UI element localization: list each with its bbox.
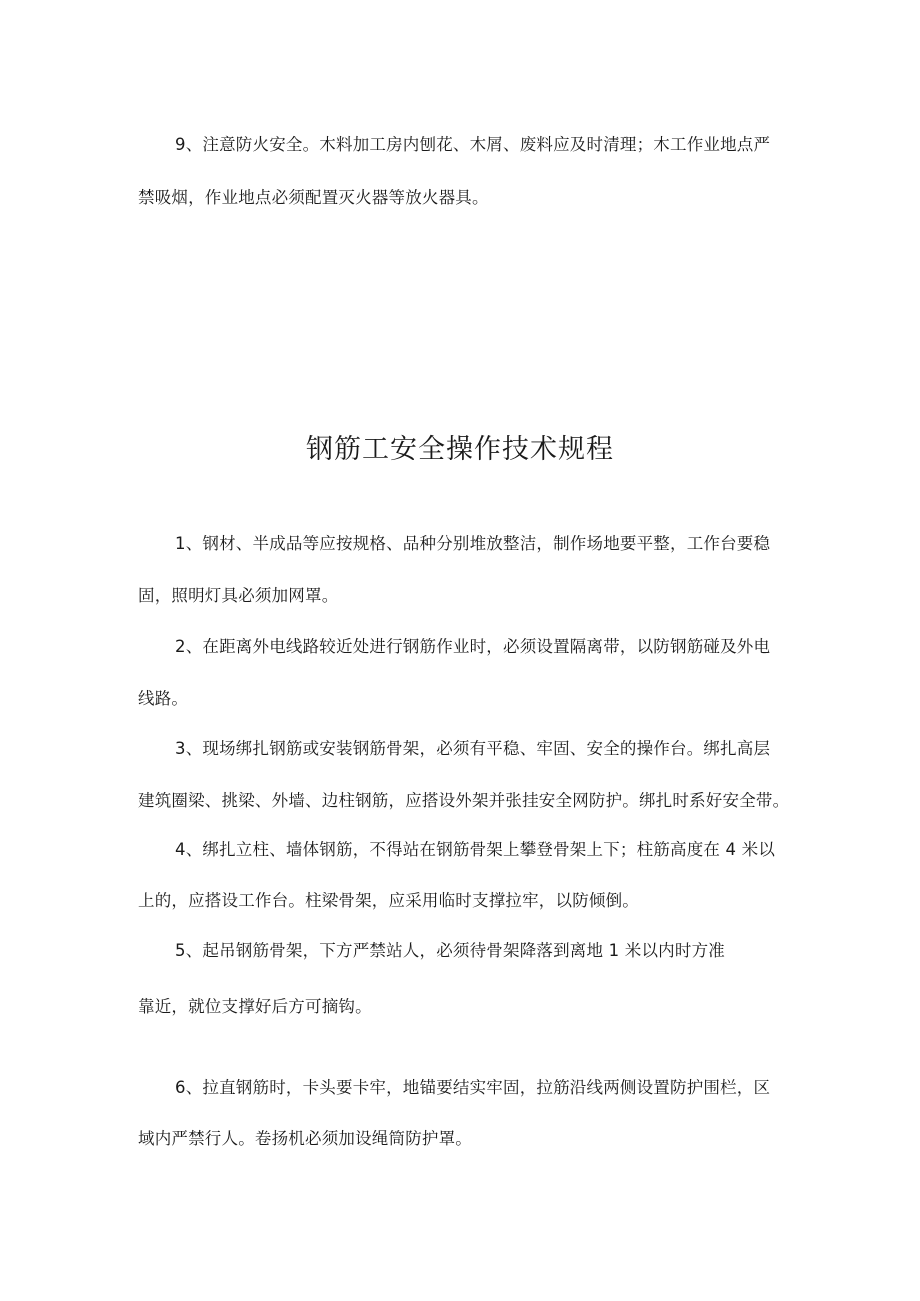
item-1-line-1: 1、钢材、半成品等应按规格、品种分别堆放整洁，制作场地要平整，工作台要稳 [175, 534, 771, 553]
item-3-line-1: 3、现场绑扎钢筋或安装钢筋骨架，必须有平稳、牢固、安全的操作台。绑扎高层 [175, 739, 771, 758]
item-2-line-1: 2、在距离外电线路较近处进行钢筋作业时，必须设置隔离带，以防钢筋碰及外电 [175, 637, 771, 656]
item-9-line-2: 禁吸烟，作业地点必须配置灭火器等放火器具。 [138, 188, 489, 207]
item-5-line-2: 靠近，就位支撑好后方可摘钩。 [138, 997, 372, 1016]
item-4-line-1: 4、绑扎立柱、墙体钢筋，不得站在钢筋骨架上攀登骨架上下；柱筋高度在 4 米以 [175, 840, 776, 859]
item-6-line-2: 域内严禁行人。卷扬机必须加设绳筒防护罩。 [138, 1129, 472, 1148]
item-3-line-2: 建筑圈梁、挑梁、外墙、边柱钢筋，应搭设外架并张挂安全网防护。绑扎时系好安全带。 [138, 791, 790, 810]
item-1-line-2: 固，照明灯具必须加网罩。 [138, 586, 339, 605]
section-title: 钢筋工安全操作技术规程 [306, 434, 614, 465]
item-2-line-2: 线路。 [138, 689, 189, 708]
item-5-line-1: 5、起吊钢筋骨架，下方严禁站人，必须待骨架降落到离地 1 米以内时方准 [175, 941, 725, 960]
item-9-line-1: 9、注意防火安全。木料加工房内刨花、木屑、废料应及时清理；木工作业地点严 [175, 135, 771, 154]
item-6-line-1: 6、拉直钢筋时，卡头要卡牢，地锚要结实牢固，拉筋沿线两侧设置防护围栏，区 [175, 1078, 771, 1097]
item-4-line-2: 上的，应搭设工作台。柱梁骨架，应采用临时支撑拉牢，以防倾倒。 [138, 891, 639, 910]
